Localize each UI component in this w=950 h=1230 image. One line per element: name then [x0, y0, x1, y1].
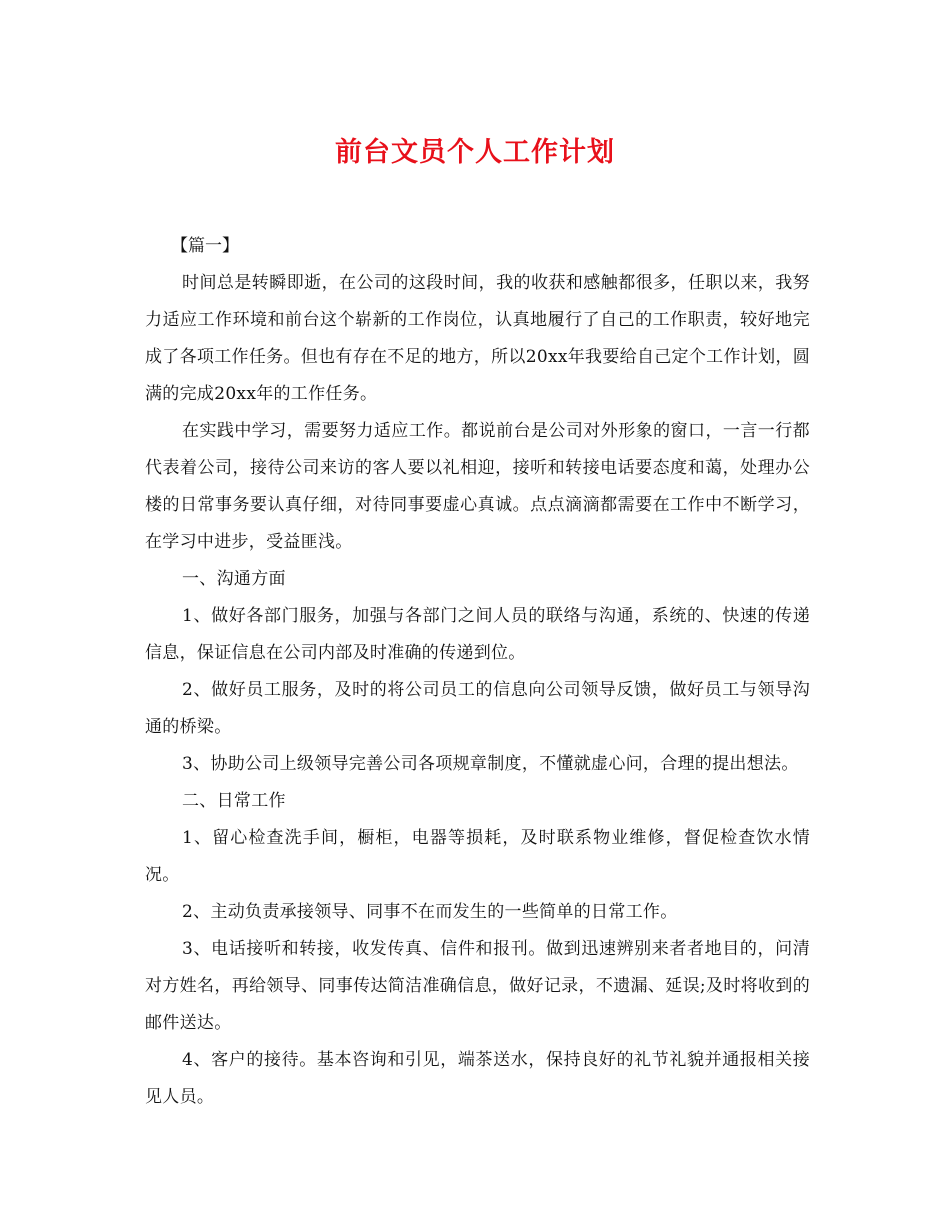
heading-communication: 一、沟通方面	[182, 569, 286, 589]
list-item: 3、电话接听和转接，收发传真、信件和报刊。做到迅速辨别来者者地目的，问清对方姓名，再给领导、同事传达简洁准确信息，做好记录，不遗漏、延误;及时将收到的邮件送达。	[145, 939, 810, 1033]
list-item: 2、主动负责承接领导、同事不在而发生的一些简单的日常工作。	[182, 902, 678, 922]
heading-daily-work: 二、日常工作	[182, 791, 286, 811]
section-tag: 【篇一】	[171, 236, 239, 256]
document-title: 前台文员个人工作计划	[335, 137, 615, 168]
list-item: 2、做好员工服务，及时的将公司员工的信息向公司领导反馈，做好员工与领导沟通的桥梁。	[145, 680, 810, 737]
list-item: 1、做好各部门服务，加强与各部门之间人员的联络与沟通，系统的、快速的传递信息，保证信息在公司内部及时准确的传递到位。	[145, 606, 810, 663]
list-item: 4、客户的接待。基本咨询和引见，端茶送水，保持良好的礼节礼貌并通报相关接见人员。	[145, 1050, 810, 1107]
list-item: 1、留心检查洗手间，橱柜，电器等损耗，及时联系物业维修，督促检查饮水情况。	[145, 828, 810, 885]
paragraph-practice: 在实践中学习，需要努力适应工作。都说前台是公司对外形象的窗口，一言一行都代表着公司，接待公司来访的客人要以礼相迎，接听和转接电话要态度和蔼，处理办公楼的日常事务要认真仔细，对待同事要虚心真诚。点点滴滴都需要在工作中不断学习，在学习中进步，受益匪浅。	[145, 421, 810, 552]
document-body	[145, 228, 810, 1116]
paragraph-intro: 时间总是转瞬即逝，在公司的这段时间，我的收获和感触都很多，任职以来，我努力适应工作环境和前台这个崭新的工作岗位，认真地履行了自己的工作职责，较好地完成了各项工作任务。但也有存在不足的地方，所以20xx年我要给自己定个工作计划，圆满的完成20xx年的工作任务。	[145, 273, 810, 404]
list-item: 3、协助公司上级领导完善公司各项规章制度，不懂就虚心问，合理的提出想法。	[182, 754, 799, 774]
